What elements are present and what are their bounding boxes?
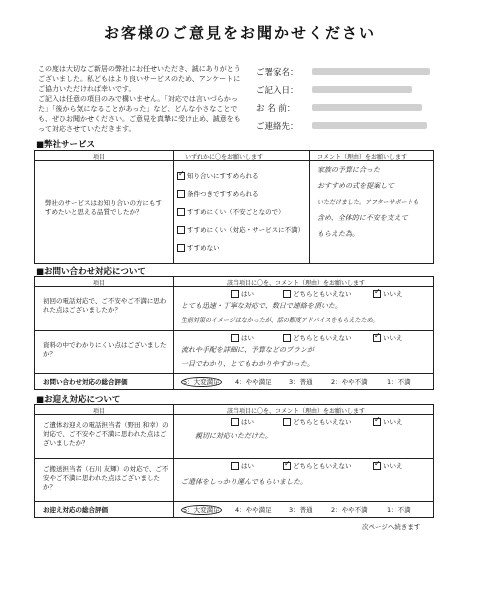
rating-4-label: 4：やや満足 [235, 378, 272, 386]
col-header-item: 項目 [93, 408, 106, 415]
option-hard-unsure[interactable] [177, 207, 285, 216]
q2-yes[interactable] [231, 333, 254, 342]
option-label: どちらともいえない [293, 334, 352, 342]
checkbox-icon [231, 334, 239, 342]
q1-yes[interactable] [231, 417, 254, 426]
option-hard-dissatisfied[interactable] [177, 225, 304, 234]
checkbox-checked-icon: ✓ [374, 415, 381, 424]
option-label: いいえ [383, 334, 403, 342]
rating-1[interactable] [387, 505, 411, 514]
q2-no[interactable] [373, 333, 403, 342]
household-name-label: ご署家名： [256, 68, 299, 78]
q2-neutral[interactable] [283, 333, 352, 342]
option-label: すすめにくい（対応・サービスに不満） [187, 226, 305, 234]
inquiry-question-1: 初回の電話対応で、ご不安やご不満に思われた点はございましたか？ [43, 297, 167, 314]
option-label: どちらともいえない [293, 290, 352, 298]
next-page-note: 次ページへ続きます [362, 523, 421, 531]
q1-yes[interactable] [231, 289, 254, 298]
option-label: どちらともいえない [293, 462, 352, 470]
section-title-service: ■弊社サービス [36, 140, 96, 150]
pickup-overall-label: お迎え対応の総合評価 [43, 506, 108, 514]
option-label: どちらともいえない [293, 418, 352, 426]
checkbox-icon [283, 418, 291, 426]
q2-no[interactable] [373, 461, 403, 470]
checkbox-icon [231, 290, 239, 298]
q1-neutral[interactable] [283, 417, 352, 426]
person-name-value-redacted [312, 104, 422, 111]
option-recommend[interactable] [177, 171, 259, 180]
handwritten-comment-line: 含め、全体的に不安を支えて [317, 214, 408, 222]
option-label: いいえ [383, 462, 403, 470]
section-title-pickup: ■お迎え対応について [36, 395, 121, 405]
rating-4[interactable] [235, 377, 272, 386]
rating-2-label: 2：やや不満 [331, 506, 368, 514]
checkbox-checked-icon: ✓ [284, 459, 291, 468]
rating-5[interactable] [181, 505, 222, 514]
intro-paragraph-1: この度は大切なご新居の弊社にお任せいただき、誠にありがとうございました。私どもはより良いサービスのため、アンケートにご協力いただければ幸いです。 [38, 65, 241, 93]
rating-2[interactable] [331, 505, 368, 514]
handwritten-comment-line: 生前対策のイメージはなかったが、話の都度アドバイスをもらえたため。 [181, 317, 379, 324]
pickup-question-1: ご遺体お迎えの電話担当者（野田 和幸）の対応で、ご不安やご不満に思われた点はございましたか？ [43, 421, 169, 447]
checkbox-checked-icon: ✓ [178, 169, 185, 178]
checkbox-icon [177, 208, 185, 216]
service-question: 弊社のサービスはお知り合いの方にもすすめたいと思える品質でしたか？ [45, 199, 162, 216]
checkbox-icon [283, 290, 291, 298]
handwritten-comment-line: 親切に対応いただけた。 [195, 432, 272, 440]
rating-3-label: 3：普通 [289, 506, 313, 514]
rating-2-label: 2：やや不満 [331, 378, 368, 386]
rating-4[interactable] [235, 505, 272, 514]
option-label: すすめにくい（不安ごとなので） [187, 208, 285, 216]
contact-label: ご連絡先： [256, 122, 299, 132]
page-title: お客様のご意見をお聞かせください [103, 24, 376, 42]
option-conditional[interactable] [177, 189, 259, 198]
checkbox-icon [177, 244, 185, 252]
handwritten-comment-line: とても迅速・丁寧な対応で、数日で連絡を頂いた。 [181, 302, 342, 310]
person-name-label: お 名 前： [256, 104, 296, 114]
date-value-redacted [312, 86, 412, 93]
col-header-item: 項目 [93, 154, 106, 161]
service-table [34, 150, 434, 264]
rating-5-label: 5：大変満足 [183, 378, 220, 386]
option-label: すすめない [187, 244, 220, 252]
inquiry-overall-label: お問い合わせ対応の総合評価 [43, 378, 128, 386]
handwritten-comment-line: いただけました。アフターサポートも [317, 199, 419, 206]
col-header-item: 項目 [93, 280, 106, 287]
handwritten-comment-line: 家族の予算に合った [317, 166, 380, 174]
pickup-question-2: ご搬送担当者（石川 友輝）の対応で、ご不安やご不満に思われた点はございましたか？ [43, 465, 169, 491]
rating-5[interactable] [181, 377, 222, 386]
rating-2[interactable] [331, 377, 368, 386]
handwritten-comment-line: 一目でわかり、とてもわかりやすかった。 [181, 360, 314, 368]
checkbox-checked-icon: ✓ [374, 331, 381, 340]
q1-no[interactable] [373, 417, 403, 426]
q2-neutral[interactable] [283, 461, 352, 470]
rating-5-label: 5：大変満足 [183, 506, 220, 514]
checkbox-checked-icon: ✓ [374, 459, 381, 468]
checkbox-icon [283, 334, 291, 342]
checkbox-icon [231, 418, 239, 426]
checkbox-icon [177, 190, 185, 198]
intro-paragraph-2: ご記入は任意の項目のみで構いません。「対応では言いづらかった」「後から気になることがあった」など、どんな小さなことでも、ぜひお聞かせください。ご意見を真摯に受け止め、誠意をもって対応させていただきます。 [38, 95, 241, 133]
checkbox-icon [177, 226, 185, 234]
option-label: 知り合いにすすめられる [187, 172, 259, 180]
option-label: いいえ [383, 290, 403, 298]
q1-no[interactable] [373, 289, 403, 298]
col-header-answer: 該当項目に〇を、コメント（理由）をお願いします [227, 408, 366, 415]
col-header-comment: コメント（理由）をお願いします [317, 154, 408, 161]
handwritten-comment-line: ご遺体をしっかり運んでもらいました。 [181, 478, 307, 486]
rating-1[interactable] [387, 377, 411, 386]
col-header-answer: 該当項目に〇を、コメント（理由）をお願いします [227, 280, 366, 287]
rating-1-label: 1：不満 [387, 506, 411, 514]
date-label: ご記入日： [256, 86, 299, 96]
rating-3-label: 3：普通 [289, 378, 313, 386]
option-label: 条件つきですすめられる [187, 190, 259, 198]
contact-value-redacted [312, 122, 427, 129]
household-name-value-redacted [312, 68, 430, 75]
option-label: いいえ [383, 418, 403, 426]
pickup-table [34, 404, 434, 518]
handwritten-comment-line: 流れや手配を詳細に、予算などのプランが [181, 346, 314, 354]
option-label: はい [241, 462, 254, 470]
rating-3[interactable] [289, 505, 313, 514]
option-label: はい [241, 334, 254, 342]
q2-yes[interactable] [231, 461, 254, 470]
option-not-recommend[interactable] [177, 243, 220, 252]
rating-4-label: 4：やや満足 [235, 506, 272, 514]
rating-1-label: 1：不満 [387, 378, 411, 386]
inquiry-question-2: 資料の中でわかりにくい点はございましたか？ [43, 341, 167, 358]
rating-3[interactable] [289, 377, 313, 386]
handwritten-comment-line: もらえた為。 [317, 230, 359, 238]
q1-neutral[interactable] [283, 289, 352, 298]
section-title-inquiry: ■お問い合わせ対応について [36, 267, 146, 277]
checkbox-icon [231, 462, 239, 470]
checkbox-checked-icon: ✓ [374, 287, 381, 296]
option-label: はい [241, 418, 254, 426]
option-label: はい [241, 290, 254, 298]
col-header-choice: いずれかに〇をお願いします [185, 154, 264, 161]
inquiry-table [34, 276, 434, 390]
handwritten-comment-line: おすすめの式を提案して [317, 182, 395, 190]
